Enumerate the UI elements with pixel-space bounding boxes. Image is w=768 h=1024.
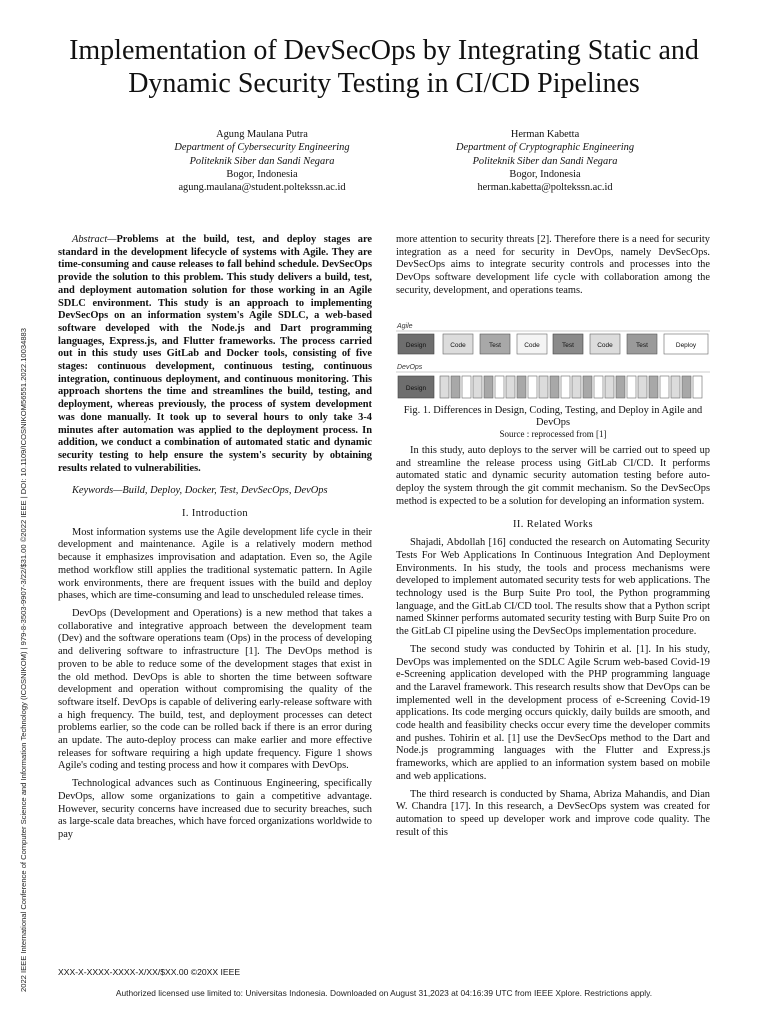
author-department: Department of Cryptographic Engineering [455, 142, 635, 154]
paper-title: Implementation of DevSecOps by Integrating Static and Dynamic Security Testing in CI/CD Pipelines [69, 35, 699, 99]
left-column [58, 234, 372, 842]
devops-strip [583, 376, 592, 398]
devops-strip [627, 376, 636, 398]
devops-box-label: Design [405, 385, 427, 392]
abstract-text: Problems at the build, test, and deploy stages are standard in the development lifecycle of systems with Agile. They are time-consuming and cause releases to fall behind schedule. DevSecOps provide the solution to this problem. This study delivers a build, test, and deployment automation solution for those working in an Agile SDLC environment. This study is an approach to implementing DevSecOps on an information system's Agile SDLC, a web-based software developed with the Node.js and Dart programming languages, Express.js, and Flutter frameworks. The process carried out in this study uses GitLab and Docker tools, consisting of five stages: continuous development, continuous testing, continuous integration, continuous deployment, and continuous monitoring. This approach shortens the time and streamlines the build, testing, and deployment, whereas previously, the process of system development was done manually. It took up to several hours to only take 3-4 minutes after automation was applied to the deployment process. In addition, we conduct a combination of automated static and dynamic security testing to help ensure the system's security by obtaining results related to vulnerabilities. [58, 234, 372, 474]
conference-side-text: 2022 IEEE International Conference of Computer Science and Information Technology (ICOSNIKOM) | 979-8-3503-9907-3/22/$31.00 ©2022 IEEE | DOI: 10.1109/ICOSNIKOM56551.2022.10034883 [19, 328, 28, 992]
paragraph: The third research is conducted by Shama, Abriza Mahandis, and Dian W. Chandra [17]. In this research, a DevSecOps system was created for automation to speed up developer work and improve code quality. The result of this [396, 788, 710, 838]
devops-strip [550, 376, 559, 398]
abstract-lead: Abstract— [72, 234, 117, 245]
figure-diagram [396, 320, 710, 402]
devops-strip [451, 376, 460, 398]
devops-strip [462, 376, 471, 398]
devops-strip [506, 376, 515, 398]
devops-strip [649, 376, 658, 398]
author-email[interactable]: herman.kabetta@poltekssn.ac.id [477, 182, 613, 194]
devops-strip [605, 376, 614, 398]
devops-strip [440, 376, 449, 398]
paragraph: more attention to security threats [2]. Therefore there is a need for security integration as a need for security in DevOps, namely DevSecOps. DevSecOps aims to integrate security controls and processes into the DevOps software development life cycle with collaboration among the security, development, and operations teams. [396, 234, 710, 296]
devops-label: DevOps [397, 364, 423, 371]
agile-box-label: Test [636, 342, 648, 349]
devops-strip [517, 376, 526, 398]
author-department: Department of Cybersecurity Engineering [174, 142, 350, 154]
devops-strip [660, 376, 669, 398]
right-column-top [396, 234, 710, 298]
author-block-2 [415, 128, 675, 194]
devops-strip [594, 376, 603, 398]
agile-boxes [398, 334, 708, 354]
devops-strip [495, 376, 504, 398]
paragraph: Shajadi, Abdollah [16] conducted the research on Automating Security Tests For Web Applications In Continuous Integration And Deployment Environments. In his study, the tools and process mechanisms were developed to implement automated security tests for web applications. The technology used is the Burp Suite Pro tool, the Python programming language, and the GitLab CI/CD tool. The results show that a Python script named Skinner performs automated security testing with Burp Suite Pro on the GitLab CI pipeline using the DevSecOps implementation procedure. [396, 537, 710, 638]
section-heading-introduction: I. Introduction [181, 508, 249, 520]
right-column-bottom [396, 445, 710, 839]
section-heading-related-works: II. Related Works [513, 518, 593, 530]
paragraph: The second study was conducted by Tohirin et al. [1]. In his study, DevOps was implemented on the SDLC Agile Scrum web-based Covid-19 e-Screening application developed with the PHP programming language and the Laravel framework. This research results show that DevOps can be implemented well in the development process of e-Screening Covid-19 applications. Its code merging occurs quickly, daily builds are smooth, and code health and feasibility checks occur every time the developer commits and pushes. Tohirin et al. [1] use the DevSecOps method to the Dart and Node.js programming languages with the Flutter and Express.js frameworks, which are applied to an information system based on mobile and web applications. [396, 643, 710, 782]
devops-strip [561, 376, 570, 398]
keywords: Keywords—Build, Deploy, Docker, Test, DevSecOps, DevOps [72, 485, 328, 497]
devops-strip [671, 376, 680, 398]
devops-strips [440, 376, 702, 398]
paragraph: DevOps (Development and Operations) is a new method that takes a collaborative and integrative approach between the development team (Dev) and the software operations team (Ops) in the process of developing and delivering software to infrastructure [1]. The DevOps method is proven to be able to reduce some of the development stages that exist in the old method. DevOps is able to shorten the time between software development and operation without compromising the quality of the software itself. DevOps is capable of delivering early-release software with a high frequency. The build, test, and deployment processes can detect problems earlier, so the code can be rolled back if there is an error during an update. The auto-deploy process can make earlier and more effective releases for software requiring a high update frequency. Figure 1 shows Agile's coding and testing process and how it compares with DevOps. [58, 607, 372, 772]
agile-box-label: Test [489, 342, 501, 349]
author-email[interactable]: agung.maulana@student.poltekssn.ac.id [178, 182, 346, 194]
devops-strip [638, 376, 647, 398]
copyright-line: XXX-X-XXXX-XXXX-X/XX/$XX.00 ©20XX IEEE [58, 967, 241, 977]
figure-source: Source : reprocessed from [1] [499, 429, 607, 439]
figure-1 [396, 320, 710, 402]
devops-strip [572, 376, 581, 398]
devops-strip [693, 376, 702, 398]
author-name: Herman Kabetta [510, 129, 580, 140]
agile-box-label: Code [524, 342, 540, 349]
devops-strip [682, 376, 691, 398]
agile-box-label: Code [450, 342, 466, 349]
agile-box-label: Design [405, 342, 427, 349]
agile-box-label: Deploy [675, 342, 697, 349]
author-location: Bogor, Indonesia [509, 168, 581, 180]
license-footer: Authorized licensed use limited to: Universitas Indonesia. Downloaded on August 31,2023 at 04:16:39 UTC from IEEE Xplore. Restrictions apply. [115, 988, 653, 998]
author-institution: Politeknik Siber dan Sandi Negara [472, 155, 618, 167]
devops-strip [473, 376, 482, 398]
author-location: Bogor, Indonesia [226, 168, 298, 180]
paragraph: In this study, auto deploys to the server will be carried out to speed up and streamline the release process using GitLab CI/CD. It performs automated static and dynamic security automation testing before auto-deploy the system through the git commit mechanism. So the DevSecOps method is expected to be a solution for developing an information system. [396, 445, 710, 507]
paragraph: Most information systems use the Agile development life cycle in their development and maintenance. Agile is a relatively modern method because it emphasizes improvisation and adaptation. Even so, the Agile method workflow still applies the traditional systematic pattern. In Agile work environments, there are frequent issues with the build and deploy phases, which are time-consuming and lead to unscheduled release times. [58, 526, 372, 602]
devops-strip [539, 376, 548, 398]
figure-caption: Fig. 1. Differences in Design, Coding, Testing, and Deploy in Agile and DevOps [403, 405, 703, 428]
paragraph: Technological advances such as Continuous Engineering, specifically DevOps, allow some organizations to gain a competitive advantage. However, security concerns have increased due to security breaches, such as large-scale data breaches, which have forced organizations worldwide to pay [58, 778, 372, 840]
agile-box-label: Code [597, 342, 613, 349]
author-name: Agung Maulana Putra [216, 129, 308, 140]
devops-strip [484, 376, 493, 398]
author-institution: Politeknik Siber dan Sandi Negara [189, 155, 335, 167]
author-block-1 [132, 128, 392, 194]
abstract [58, 234, 372, 475]
agile-label: Agile [397, 323, 413, 330]
devops-strip [528, 376, 537, 398]
devops-strip [616, 376, 625, 398]
agile-box-label: Test [562, 342, 574, 349]
